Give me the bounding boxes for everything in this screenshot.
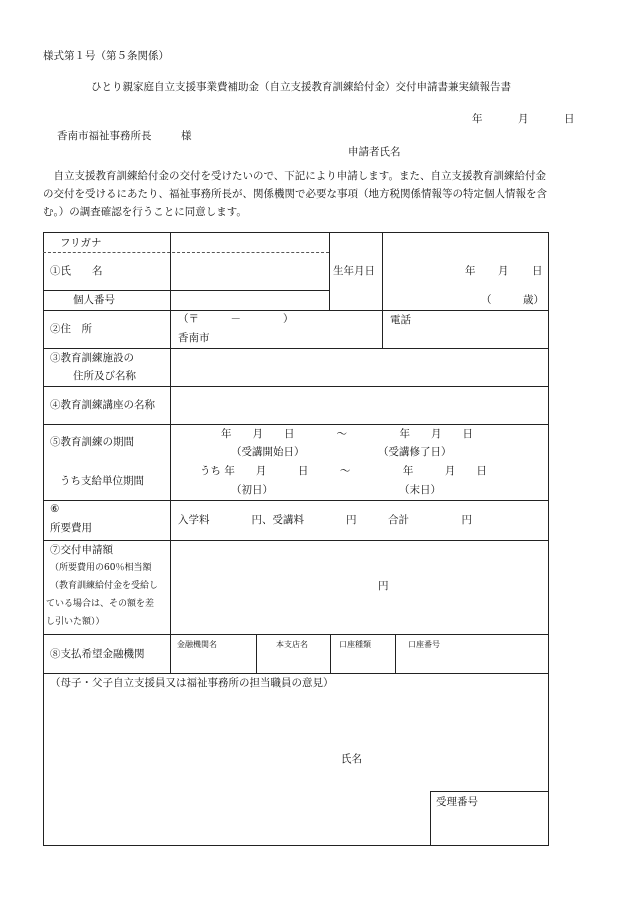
cost-breakdown: 入学料 円、受講料 円 合計 円 <box>178 514 472 526</box>
facility-label-line1: ③教育訓練施設の <box>50 352 134 364</box>
apply-amount-label: ⑦交付申請額 <box>50 544 113 556</box>
birthdate-label: 生年月日 <box>333 265 375 277</box>
postal-code-field: （〒 － ） <box>178 313 294 325</box>
intro-line-1: 自立支援教育訓練給付金の交付を受けたいので、下記により申請します。また、自立支援教育訓練給付金 <box>53 170 546 182</box>
apply-note-1: （所要費用の60％相当額 <box>50 563 152 573</box>
facility-label-line2: 住所及び名称 <box>73 370 136 382</box>
period-dates-row: 年 月 日 ～ 年 月 日 <box>221 428 473 440</box>
opinion-name-label: 氏名 <box>341 753 362 765</box>
period-start-end-labels: （受講開始日） （受講修了日） <box>231 446 452 458</box>
form-title: ひとり親家庭自立支援事業費補助金（自立支援教育訓練給付金）交付申請書兼実績報告書 <box>91 81 511 93</box>
opinion-label: （母子・父子自立支援員又は福祉事務所の担当職員の意見） <box>50 677 334 689</box>
apply-amount-yen: 円 <box>378 580 389 592</box>
date-year: 年 <box>472 113 483 125</box>
address-label: ②住 所 <box>50 323 92 335</box>
intro-paragraph <box>43 167 593 221</box>
payment-period-dates-row: うち 年 月 日 ～ 年 月 日 <box>200 465 487 477</box>
city-name: 香南市 <box>178 332 210 344</box>
mynumber-label: 個人番号 <box>73 294 115 306</box>
birth-day-label: 日 <box>532 265 543 277</box>
apply-note-3: ている場合は、その額を差 <box>46 599 155 609</box>
training-period-label: ⑤教育訓練の期間 <box>50 436 134 448</box>
payment-period-first-last-labels: （初日） （末日） <box>231 484 441 496</box>
name-label: ①氏 名 <box>50 265 103 277</box>
cost-number: ⑥ <box>50 503 60 515</box>
apply-note-4: し引いた額）） <box>46 617 105 627</box>
form-number: 様式第１号（第５条関係） <box>43 50 169 62</box>
addressee: 香南市福祉事務所長 <box>57 130 152 142</box>
account-number-label: 口座番号 <box>408 640 440 649</box>
date-day: 日 <box>564 113 575 125</box>
bank-name-label: 金融機関名 <box>177 640 217 649</box>
apply-note-2: （教育訓練給付金を受給し <box>50 581 159 591</box>
bank-label: ⑧支払希望金融機関 <box>50 648 145 660</box>
age-field: （ 歳） <box>481 294 544 306</box>
intro-line-3: む。）の調査確認を行うことに同意します。 <box>43 206 247 218</box>
course-name-label: ④教育訓練講座の名称 <box>50 399 155 411</box>
applicant-name-label: 申請者氏名 <box>348 146 401 158</box>
account-type-label: 口座種類 <box>339 640 371 649</box>
branch-name-label: 本支店名 <box>276 640 308 649</box>
birth-year-label: 年 <box>465 265 476 277</box>
date-month: 月 <box>518 113 529 125</box>
furigana-label: フリガナ <box>60 237 102 249</box>
payment-period-label: うち支給単位期間 <box>60 475 144 487</box>
cost-label: 所要費用 <box>50 522 92 534</box>
receipt-number-label: 受理番号 <box>436 796 478 808</box>
phone-label: 電話 <box>390 314 411 326</box>
birth-month-label: 月 <box>498 265 509 277</box>
honorific: 様 <box>181 130 192 142</box>
intro-line-2: の交付を受けるにあたり、福祉事務所長が、関係機関で必要な事項（地方税関係情報等の特定個人情報を含 <box>43 188 547 200</box>
